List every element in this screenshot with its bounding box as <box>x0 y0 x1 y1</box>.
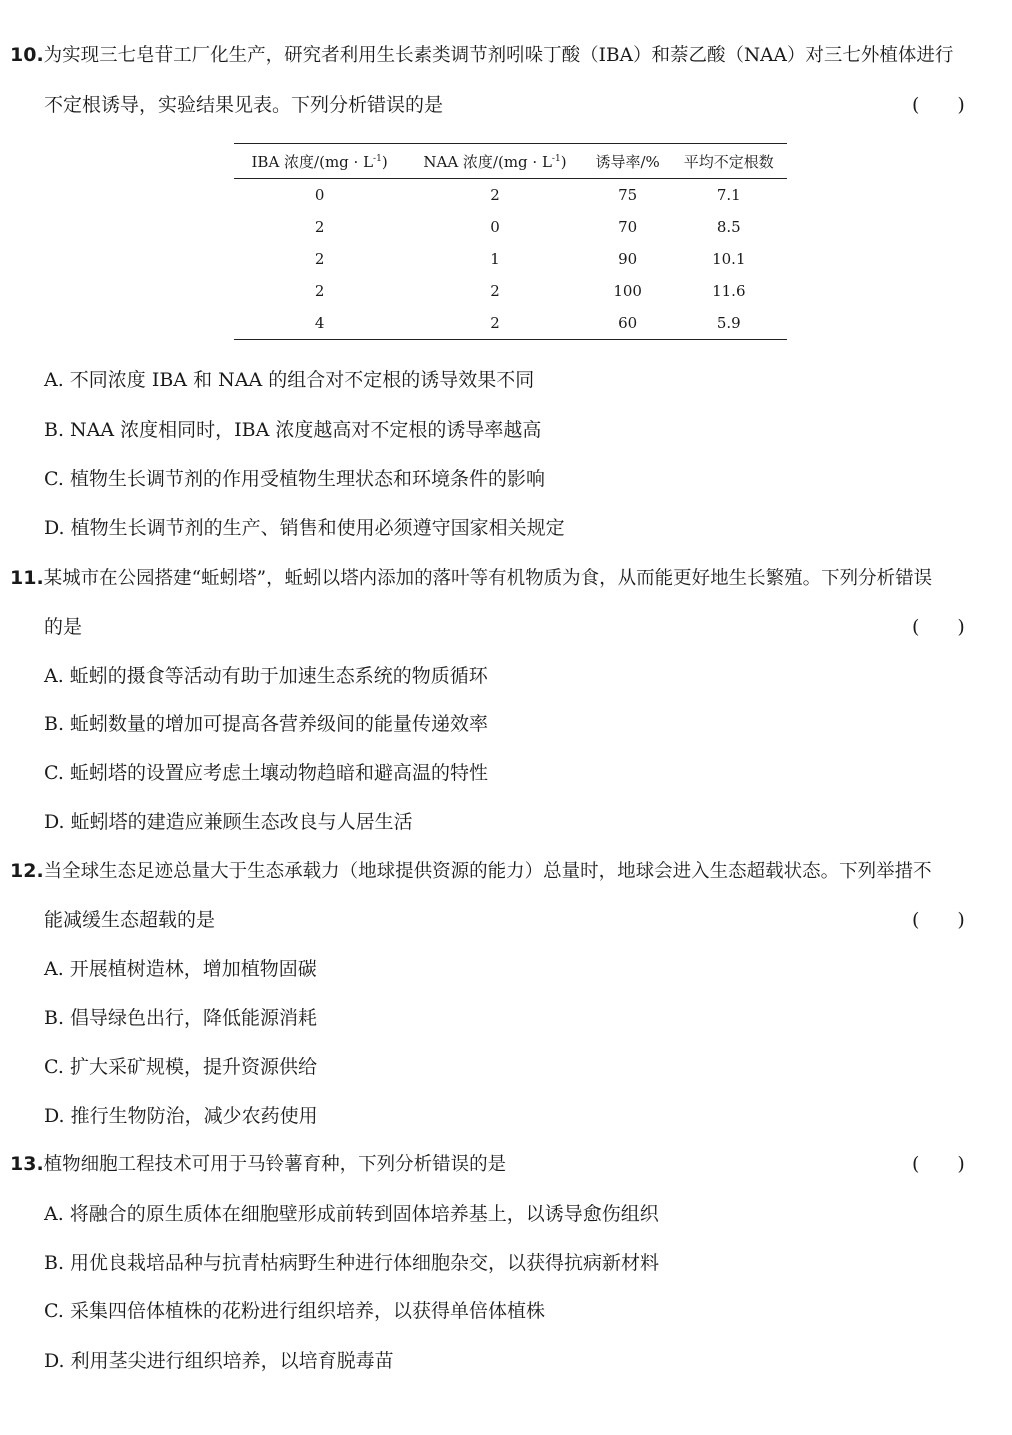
question-10-stem-line1 <box>10 43 953 68</box>
question-11-option-d: D. 蚯蚓塔的建造应兼顾生态改良与人居生活 <box>44 811 413 833</box>
table-cell: 0 <box>490 218 500 236</box>
question-11-stem-line2: 的是 <box>44 616 83 638</box>
table-cell: 11.6 <box>712 282 746 300</box>
results-table <box>234 143 787 340</box>
table-cell: 7.1 <box>716 186 741 204</box>
question-13-answer-paren: ( ) <box>912 1153 965 1175</box>
question-13-option-c: C. 采集四倍体植株的花粉进行组织培养，以获得单倍体植株 <box>44 1300 545 1322</box>
question-13-option-d: D. 利用茎尖进行组织培养，以培育脱毒苗 <box>44 1350 394 1372</box>
question-10-option-d: D. 植物生长调节剂的生产、销售和使用必须遵守国家相关规定 <box>44 517 565 539</box>
table-cell: 1 <box>490 250 500 268</box>
question-12-number: 12. <box>10 860 44 882</box>
question-10-option-c: C. 植物生长调节剂的作用受植物生理状态和环境条件的影响 <box>44 468 545 490</box>
question-12-option-d: D. 推行生物防治，减少农药使用 <box>44 1105 318 1127</box>
table-header-roots: 平均不定根数 <box>671 144 787 179</box>
table-row <box>234 179 787 212</box>
question-10-stem-line2: 不定根诱导，实验结果见表。下列分析错误的是 <box>44 94 444 116</box>
question-10-answer-paren: ( ) <box>912 94 965 116</box>
table-cell: 2 <box>490 282 500 300</box>
table-cell: 2 <box>314 218 325 236</box>
table-header-rate: 诱导率/% <box>585 144 671 179</box>
question-11-option-a: A. 蚯蚓的摄食等活动有助于加速生态系统的物质循环 <box>44 665 488 687</box>
question-12-answer-paren: ( ) <box>912 909 965 931</box>
table-cell: 100 <box>613 282 642 300</box>
question-11-option-b: B. 蚯蚓数量的增加可提高各营养级间的能量传递效率 <box>44 713 489 735</box>
question-11-number: 11. <box>10 567 44 589</box>
table-row <box>234 275 787 307</box>
table-cell: 10.1 <box>712 250 746 268</box>
question-12-option-b: B. 倡导绿色出行，降低能源消耗 <box>44 1007 318 1029</box>
question-11-stem-text: 某城市在公园搭建“蚯蚓塔”，蚯蚓以塔内添加的落叶等有机物质为食，从而能更好地生长繁殖。下列分析错误 <box>43 568 933 589</box>
table-cell: 2 <box>490 186 500 204</box>
question-13-number: 13. <box>10 1153 44 1175</box>
table-cell: 2 <box>314 282 325 300</box>
question-13-stem-text: 植物细胞工程技术可用于马铃薯育种，下列分析错误的是 <box>43 1154 507 1175</box>
table-cell: 90 <box>618 250 638 268</box>
table-cell: 2 <box>490 314 500 332</box>
table-cell: 4 <box>314 314 325 332</box>
question-11-answer-paren: ( ) <box>912 616 965 638</box>
question-10-stem-text: 为实现三七皂苷工厂化生产，研究者利用生长素类调节剂吲哚丁酸（IBA）和萘乙酸（NAA）对三七外植体进行 <box>43 45 954 66</box>
table-row <box>234 211 787 243</box>
table-header-iba: IBA 浓度$/(mg \cdot L^{-1})$ <box>234 144 405 179</box>
table-row <box>234 243 787 275</box>
question-12-stem-line1 <box>10 859 932 884</box>
table-row <box>234 307 787 340</box>
question-10-number: 10. <box>10 44 44 66</box>
table-cell: 2 <box>314 250 325 268</box>
table-cell: 5.9 <box>716 314 741 332</box>
question-12-stem-line2: 能减缓生态超载的是 <box>44 909 216 931</box>
question-12-option-a: A. 开展植树造林，增加植物固碳 <box>44 958 317 980</box>
question-12-option-c: C. 扩大采矿规模，提升资源供给 <box>44 1056 317 1078</box>
table-cell: 70 <box>618 218 638 236</box>
question-11-option-c: C. 蚯蚓塔的设置应考虑土壤动物趋暗和避高温的特性 <box>44 762 488 784</box>
question-11-stem-line1 <box>10 566 932 591</box>
question-10-option-b: B. NAA 浓度相同时，IBA 浓度越高对不定根的诱导率越高 <box>44 419 542 441</box>
table-header-naa: NAA 浓度$/(mg \cdot L^{-1})$ <box>405 144 585 179</box>
table-cell: 60 <box>618 314 638 332</box>
question-12-stem-text: 当全球生态足迹总量大于生态承载力（地球提供资源的能力）总量时，地球会进入生态超载状态。下列举措不 <box>43 861 932 882</box>
question-13-option-a: A. 将融合的原生质体在细胞壁形成前转到固体培养基上，以诱导愈伤组织 <box>44 1203 659 1225</box>
question-10-option-a: A. 不同浓度 IBA 和 NAA 的组合对不定根的诱导效果不同 <box>44 369 535 391</box>
table-cell: 0 <box>314 186 325 204</box>
question-13-stem-line1 <box>10 1152 506 1177</box>
table-cell: 75 <box>618 186 638 204</box>
table-cell: 8.5 <box>716 218 741 236</box>
question-13-option-b: B. 用优良栽培品种与抗青枯病野生种进行体细胞杂交，以获得抗病新材料 <box>44 1252 660 1274</box>
table-header-row <box>234 144 787 179</box>
